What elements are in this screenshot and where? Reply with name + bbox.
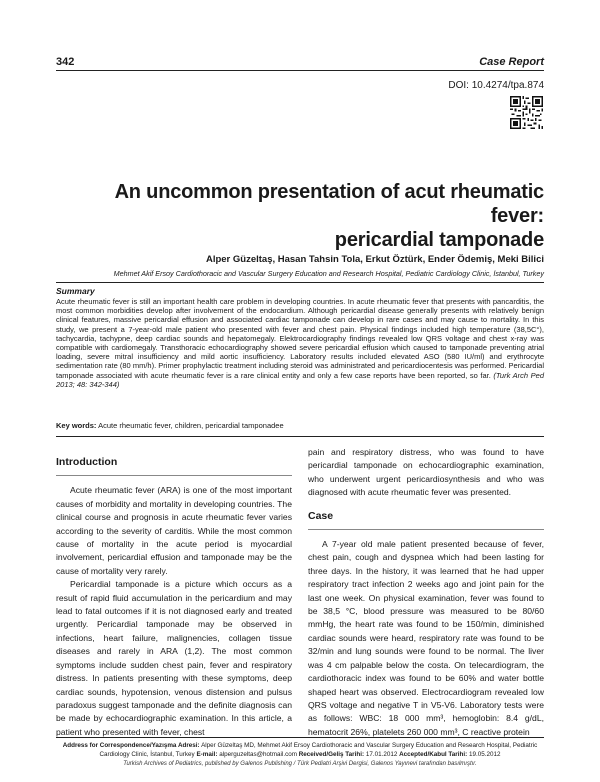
summary-rule-top — [56, 282, 544, 283]
column-left — [56, 446, 292, 739]
summary-heading: Summary — [56, 286, 95, 296]
keywords — [56, 421, 544, 430]
page-number: 342 — [56, 56, 75, 68]
summary-body: Acute rheumatic fever is still an important health care problem in developing countries. In acute rheumatic fever that presents with pancarditis, the most common morbidities develop after involvement of the endocardium. Although pericardial disease generally presents with relatively benign clinical features, massive pericardial effusion and associated cardiac tamponade can develop in rare cases and may cause to mortality. In this study, we present a 7-year-old male patient who presented with fever and chest pain. Physical findings included high temperature (38,5C°), tachycardia, tachypne, deep cardiac sounds and hepatomegaly. Elektrocardiography findings revealed low QRS voltage and chest x-ray was compatible with cardiomegaly. Transthoracic echocardiography showed severe pericardial effusion which caused to tamponade preventing atrial loading, severe mitral insufficiency and mild aortic insufficiency. Laboratory results included elevated ASO (580 IU/ml) and erythrocyte sedimentation rate (80 mm/h). Primer prophylactic treatment including steroid was administrated and pericardiocentesis was performed. Pericardial tamponade associated with acute rheumatic fever is a rare clinical entity and only a few case reports have been reported, so far. — [56, 297, 544, 380]
title-line-2: pericardial tamponade — [334, 229, 544, 251]
correspondence-text: Alper Güzeltaş MD, Mehmet Akif Ersoy Cardiothoracic and Vascular Surgery Education and Research Hospital, Pediatric Cardiology Clinic, İstanbul, Turkey — [99, 742, 538, 758]
intro-paragraph-3: pain and respiratory distress, who was found to have pericardial tamponade on echocardiographic examination, who underwent urgent pericardiosynthesis and who was diagnosed with acute rheumatic fever was presented. — [308, 447, 544, 498]
received-date: 17.01.2012 — [365, 751, 398, 758]
received-label: Received/Geliş Tarihi: — [298, 751, 365, 758]
affiliation: Mehmet Akif Ersoy Cardiothoracic and Vascular Surgery Education and Research Hospital, Pediatric Cardiology Clinic, İstanbul, Turkey — [113, 269, 544, 278]
keywords-label: Key words: — [56, 421, 97, 430]
correspondence-label: Address for Correspondence/Yazışma Adresi: — [62, 742, 200, 749]
accepted-date: 19.05.2012 — [468, 751, 501, 758]
case-heading: Case — [308, 509, 334, 522]
author-list: Alper Güzeltaş, Hasan Tahsin Tola, Erkut Öztürk, Ender Ödemiş, Meki Bilici — [205, 254, 544, 265]
title-line-1: An uncommon presentation of acut rheumatic fever: — [114, 181, 544, 227]
footer-journal: Turkish Archives of Pediatrics, published by Galenos Publishing / Türk Pediatri Arşivi Dergisi, Galenos Yayınevi tarafından basılmıştır. — [123, 761, 477, 767]
footer-correspondence — [56, 741, 544, 759]
summary-text — [56, 297, 544, 389]
footer-rule — [56, 737, 544, 738]
keywords-list: Acute rheumatic fever, children, pericardial tamponadee — [98, 421, 284, 430]
summary-rule-bottom — [56, 436, 544, 437]
intro-paragraph-2: Pericardial tamponade is a picture which occurs as a result of rapid fluid accumulation in the pericardium and may lead to fatal outcomes if it is not diagnosed early and treated urgently. Pericardial tamponade may be observed in infections, heart failure, malignencies, collagen tissue diseases and rarely in ARA (1,2). The most common symptoms include sudden chest pain, fever and respiratory distress. In patients presenting with these symptoms, deep cardiac sounds, hypotension, venous distension and pulsus paradoxus suggest tamponade and the definite diagnosis can be made by echocardiographic examination. In this article, a patient who presented with fever, chest — [56, 579, 292, 737]
accepted-label: Accepted/Kabul Tarihi: — [399, 751, 468, 758]
section-label: Case Report — [479, 56, 544, 68]
doi[interactable]: DOI: 10.4274/tpa.874 — [448, 80, 544, 91]
case-paragraph-1: A 7-year old male patient presented because of fever, chest pain, cough and dyspnea which had been lasting for three days. In the history, it was learned that he had upper respiratory tract infection 2 weeks ago and joint pain for the last one week. On physical examination, fever was found to be 38,5 °C, blood pressure was measured to be 80/60 mmHg, the heart rate was found to be 150/min, diminished cardiac sounds were heard, respiratory rate was found to be 32/min and lung sounds were found to be normal. The liver was 4 cm palpable below the costa. On telecardiogram, the cardiothoracic index was found to be 60% and water bottle shaped heart was observed. Electrocardiogram revealed low QRS voltage and negative T in V5-V6. Laboratory tests were as follows: WBC: 18 000 mm³, hemoglobin: 8.4 g/dL, hematocrit 26%, platelets 260 000 mm³, C reactive protein — [308, 539, 544, 737]
email-label: E-mail: — [196, 751, 218, 758]
article-title — [56, 180, 544, 252]
qr-code-icon — [510, 96, 543, 129]
summary-citation: (Turk Arch Ped 2013; 48: 342-344) — [56, 370, 544, 389]
email-link[interactable]: alperguzeltas@hotmail.com — [219, 751, 297, 758]
intro-paragraph-1: Acute rheumatic fever (ARA) is one of the most important causes of morbidity and mortality in developing countries. The clinical course and prognosis in acute rheumatic fever varies according to the severity of carditis. While the most common cause of mortality in the acute period is myocardial involvement, pericardial effusion and tamponade may be the cause of mortality very rarely. — [56, 485, 292, 576]
introduction-heading: Introduction — [56, 456, 118, 468]
header-rule — [56, 70, 544, 71]
column-right — [308, 446, 544, 739]
section-rule — [308, 529, 544, 530]
section-rule — [56, 475, 292, 476]
